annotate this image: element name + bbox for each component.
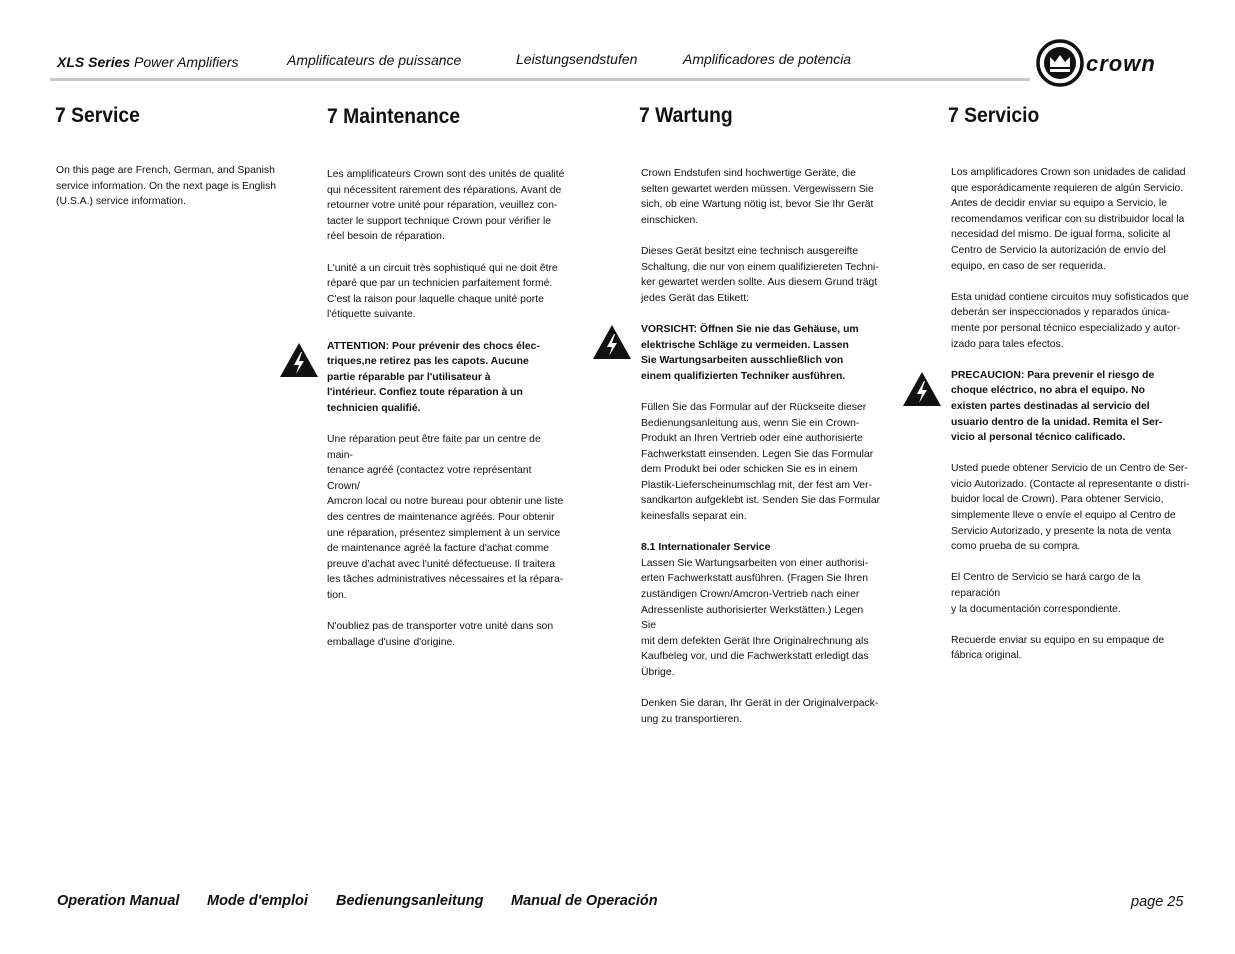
heading-maintenance: 7 Maintenance bbox=[327, 105, 461, 128]
wartung-subheading: 8.1 Internationaler Service bbox=[641, 542, 771, 554]
header-french: Amplificateurs de puissance bbox=[287, 52, 462, 68]
wartung-column bbox=[641, 166, 881, 743]
header-german: Leistungsendstufen bbox=[516, 51, 638, 67]
page-number: page 25 bbox=[1131, 894, 1184, 910]
footer-spanish: Manual de Operación bbox=[511, 893, 658, 909]
servicio-paragraph-1: Los amplificadores Crown son unidades de calidad que esporádicamente requieren de algún Servicio. Antes de decidir enviar su equipo a Servicio, le recomendamos verificar con su distribuidor local la necesidad del mismo. De igual forma, solicite al Centro de Servicio la autorización de envío del equipo, en caso de ser requerida. bbox=[951, 167, 1186, 272]
maintenance-paragraph-4: N'oubliez pas de transporter votre unité dans son emballage d'usine d'origine. bbox=[327, 621, 554, 648]
servicio-column bbox=[951, 165, 1191, 680]
service-column bbox=[56, 163, 281, 225]
footer-english: Operation Manual bbox=[57, 893, 180, 909]
wartung-warning: VORSICHT: Öffnen Sie nie das Gehäuse, um elektrische Schläge zu vermeiden. Lassen Sie Wartungsarbeiten ausschließlich von einem qualifizierten Techniker ausführen. bbox=[641, 323, 859, 382]
maintenance-column bbox=[327, 167, 567, 666]
maintenance-warning: ATTENTION: Pour prévenir des chocs élec- triques,ne retirez pas les capots. Aucune partie réparable par l'utilisateur à l'intérieur. Confiez toute réparation à un technicien qualifié. bbox=[327, 340, 540, 414]
header-series bbox=[57, 54, 239, 70]
wartung-paragraph-1: Crown Endstufen sind hochwertige Geräte, die selten gewartet werden müssen. Vergewissern Sie sich, ob eine Wartung nötig ist, bevor Sie Ihr Gerät einschicken. bbox=[641, 168, 874, 226]
wartung-paragraph-2: Dieses Gerät besitzt eine technisch ausgereifte Schaltung, die nur von einem qualifiziereten Techni- ker gewartet werden sollte. Aus diesem Grund trägt jedes Gerät das Etikett: bbox=[641, 245, 879, 304]
footer-french: Mode d'emploi bbox=[207, 893, 308, 909]
header-series-rest: Power Amplifiers bbox=[130, 54, 239, 70]
header-spanish: Amplificadores de potencia bbox=[683, 51, 852, 67]
crown-emblem-icon bbox=[1036, 39, 1084, 87]
header-series-bold: XLS Series bbox=[57, 54, 131, 70]
electric-shock-warning-icon bbox=[592, 324, 632, 360]
heading-service: 7 Service bbox=[55, 104, 140, 127]
wartung-paragraph-3: Füllen Sie das Formular auf der Rückseite dieser Bedienungsanleitung aus, wenn Sie ein Crown- Produkt an Ihren Vertrieb oder eine authorisierte Fachwerkstatt einsenden. Legen Sie das Formular dem Produkt bei oder schicken Sie es in einem Plastik-Lieferscheinumschlag mit, der fest am Ver- sandkarton aufgeklebt ist. Senden Sie das Formular keinesfalls separat ein. bbox=[641, 401, 881, 523]
servicio-paragraph-5: Recuerde enviar su equipo en su empaque de fábrica original. bbox=[951, 634, 1165, 662]
crown-logo bbox=[1036, 39, 1186, 87]
wartung-paragraph-5: Denken Sie daran, Ihr Gerät in der Originalverpack- ung zu transportieren. bbox=[641, 698, 879, 725]
footer-german: Bedienungsanleitung bbox=[336, 893, 484, 909]
crown-logo-text: crown bbox=[1086, 51, 1156, 76]
wartung-paragraph-4: Lassen Sie Wartungsarbeiten von einer authorisi- erten Fachwerkstatt ausführen. (Fragen Sie Ihren zuständigen Crown/Amcron-Vertrieb nach einer Adressenliste authorisierter Werkstätten.) Legen Sie mit dem defekten Gerät Ihre Originalrechnung als Kaufbeleg vor, und die Fachwerkstatt erledigt das Übrige. bbox=[641, 557, 869, 678]
maintenance-paragraph-1: Les amplificateurs Crown sont des unités de qualité qui nécessitent rarement des réparations. Avant de retourner votre unité pour réparation, veuillez con- tacter le support technique Crown pour vérifier le réel besoin de réparation. bbox=[327, 169, 565, 243]
maintenance-paragraph-2: L'unité a un circuit très sophistiqué qui ne doit être réparé que par un technicien parfaitement formé. C'est la raison pour laquelle chaque unité porte l'étiquette suivante. bbox=[327, 262, 558, 321]
servicio-warning: PRECAUCION: Para prevenir el riesgo de choque eléctrico, no abra el equipo. No existen partes destinadas al servicio del usuario dentro de la unidad. Remita el Ser- vicio al personal técnico calificado. bbox=[951, 369, 1163, 444]
electric-shock-warning-icon bbox=[279, 342, 319, 378]
heading-servicio: 7 Servicio bbox=[948, 104, 1040, 127]
servicio-paragraph-4: El Centro de Servicio se hará cargo de la reparación y la documentación correspondiente. bbox=[951, 572, 1141, 615]
electric-shock-warning-icon bbox=[902, 371, 942, 407]
servicio-paragraph-3: Usted puede obtener Servicio de un Centro de Ser- vicio Autorizado. (Contacte al representante o distri- buidor local de Crown). Para obtener Servicio, simplemente lleve o envíe el equipo al Centro de Servicio Autorizado, y presente la nota de venta como prueba de su compra. bbox=[951, 463, 1190, 553]
servicio-paragraph-2: Esta unidad contiene circuitos muy sofisticados que deberán ser inspeccionados y reparados única- mente por personal técnico especializado y autor- izado para tales efectos. bbox=[951, 291, 1189, 350]
heading-wartung: 7 Wartung bbox=[639, 104, 733, 127]
header-rule bbox=[50, 78, 1030, 81]
maintenance-paragraph-3: Une réparation peut être faite par un centre de main- tenance agréé (contactez votre représentant Crown/ Amcron local ou notre bureau pour obtenir une liste des centres de maintenance agréés. Pour obtenir une réparation, présentez simplement à un service de maintenance agréé la facture d'achat comme preuve d'achat avec l'unité défectueuse. Il traitera les tâches administratives nécessaires et la répara- tion. bbox=[327, 434, 564, 602]
service-paragraph: On this page are French, German, and Spanish service information. On the next page is English (U.S.A.) service information. bbox=[56, 165, 277, 208]
